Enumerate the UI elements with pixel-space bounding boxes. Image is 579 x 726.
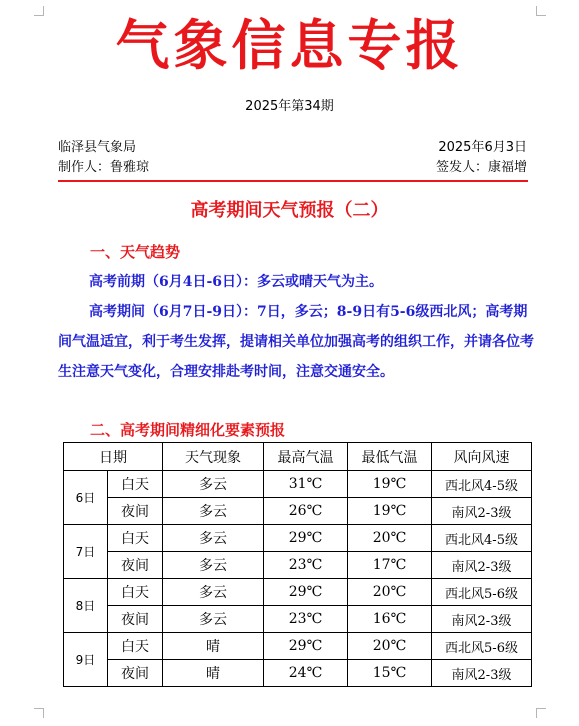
issue-number: 2025年第34期 xyxy=(245,99,334,114)
low-temp-cell: 20℃ xyxy=(348,633,432,660)
day-cell: 7日 xyxy=(64,525,108,579)
high-temp-cell: 29℃ xyxy=(264,633,348,660)
weather-cell: 多云 xyxy=(163,525,264,552)
table-row xyxy=(64,633,532,660)
wind-cell: 西北风5-6级 xyxy=(432,579,532,606)
weather-cell: 多云 xyxy=(163,471,264,498)
high-temp-cell: 23℃ xyxy=(264,552,348,579)
period-cell: 夜间 xyxy=(108,660,163,687)
weather-cell: 多云 xyxy=(163,579,264,606)
signer: 签发人：康福增 xyxy=(435,160,527,175)
high-temp-cell: 29℃ xyxy=(264,525,348,552)
table-row xyxy=(64,552,532,579)
day-cell: 6日 xyxy=(64,471,108,525)
period-cell: 白天 xyxy=(108,633,163,660)
day-cell: 9日 xyxy=(64,633,108,687)
high-temp-cell: 23℃ xyxy=(264,606,348,633)
header-wind: 风向风速 xyxy=(432,443,532,471)
high-temp-cell: 24℃ xyxy=(264,660,348,687)
issuer: 临泽县气象局 xyxy=(58,140,137,155)
weather-cell: 晴 xyxy=(163,660,264,687)
low-temp-cell: 20℃ xyxy=(348,579,432,606)
table-row xyxy=(64,525,532,552)
low-temp-cell: 15℃ xyxy=(348,660,432,687)
high-temp-cell: 31℃ xyxy=(264,471,348,498)
header-weather: 天气现象 xyxy=(163,443,264,471)
table-header-row xyxy=(64,443,532,471)
table-row xyxy=(64,606,532,633)
low-temp-cell: 17℃ xyxy=(348,552,432,579)
low-temp-cell: 20℃ xyxy=(348,525,432,552)
producer: 制作人：鲁雅琼 xyxy=(58,160,150,175)
low-temp-cell: 16℃ xyxy=(348,606,432,633)
wind-cell: 西北风5-6级 xyxy=(432,633,532,660)
period-cell: 白天 xyxy=(108,579,163,606)
high-temp-cell: 26℃ xyxy=(264,498,348,525)
header-low-temp: 最低气温 xyxy=(348,443,432,471)
weather-cell: 晴 xyxy=(163,633,264,660)
document-title: 高考期间天气预报（二） xyxy=(190,200,389,221)
wind-cell: 南风2-3级 xyxy=(432,606,532,633)
header-divider xyxy=(58,180,528,182)
high-temp-cell: 29℃ xyxy=(264,579,348,606)
period-cell: 夜间 xyxy=(108,606,163,633)
paragraph-text: 高考期间（6月7日-9日）：7日，多云；8-9日有5-6级西北风；高考期间气温适宜，利于考生发挥，提请相关单位加强高考的组织工作，并请各位考生注意天气变化，合理安排赴考时间，注意交通安全。 xyxy=(58,304,534,380)
section-heading-trend: 一、天气趋势 xyxy=(90,243,181,261)
header-high-temp: 最高气温 xyxy=(264,443,348,471)
masthead-title: 气象信息专报 xyxy=(115,13,464,77)
period-cell: 白天 xyxy=(108,471,163,498)
header-date: 日期 xyxy=(64,443,163,471)
paragraph-text: 高考前期（6月4日-6日）：多云或晴天气为主。 xyxy=(89,274,384,290)
day-cell: 8日 xyxy=(64,579,108,633)
table-row xyxy=(64,660,532,687)
section-heading-elements: 二、高考期间精细化要素预报 xyxy=(90,421,286,439)
low-temp-cell: 19℃ xyxy=(348,498,432,525)
forecast-table xyxy=(63,442,532,687)
weather-cell: 多云 xyxy=(163,552,264,579)
table-row xyxy=(64,471,532,498)
wind-cell: 南风2-3级 xyxy=(432,660,532,687)
paragraph-exam-period xyxy=(58,297,534,387)
period-cell: 夜间 xyxy=(108,498,163,525)
table-row xyxy=(64,498,532,525)
table-row xyxy=(64,579,532,606)
wind-cell: 南风2-3级 xyxy=(432,552,532,579)
low-temp-cell: 19℃ xyxy=(348,471,432,498)
page-corner-mark xyxy=(34,708,44,718)
wind-cell: 西北风4-5级 xyxy=(432,525,532,552)
period-cell: 白天 xyxy=(108,525,163,552)
weather-cell: 多云 xyxy=(163,498,264,525)
period-cell: 夜间 xyxy=(108,552,163,579)
page-corner-mark xyxy=(536,708,546,718)
weather-cell: 多云 xyxy=(163,606,264,633)
paragraph-pre-exam xyxy=(58,267,534,297)
issue-date: 2025年6月3日 xyxy=(438,140,527,155)
wind-cell: 南风2-3级 xyxy=(432,498,532,525)
wind-cell: 西北风4-5级 xyxy=(432,471,532,498)
